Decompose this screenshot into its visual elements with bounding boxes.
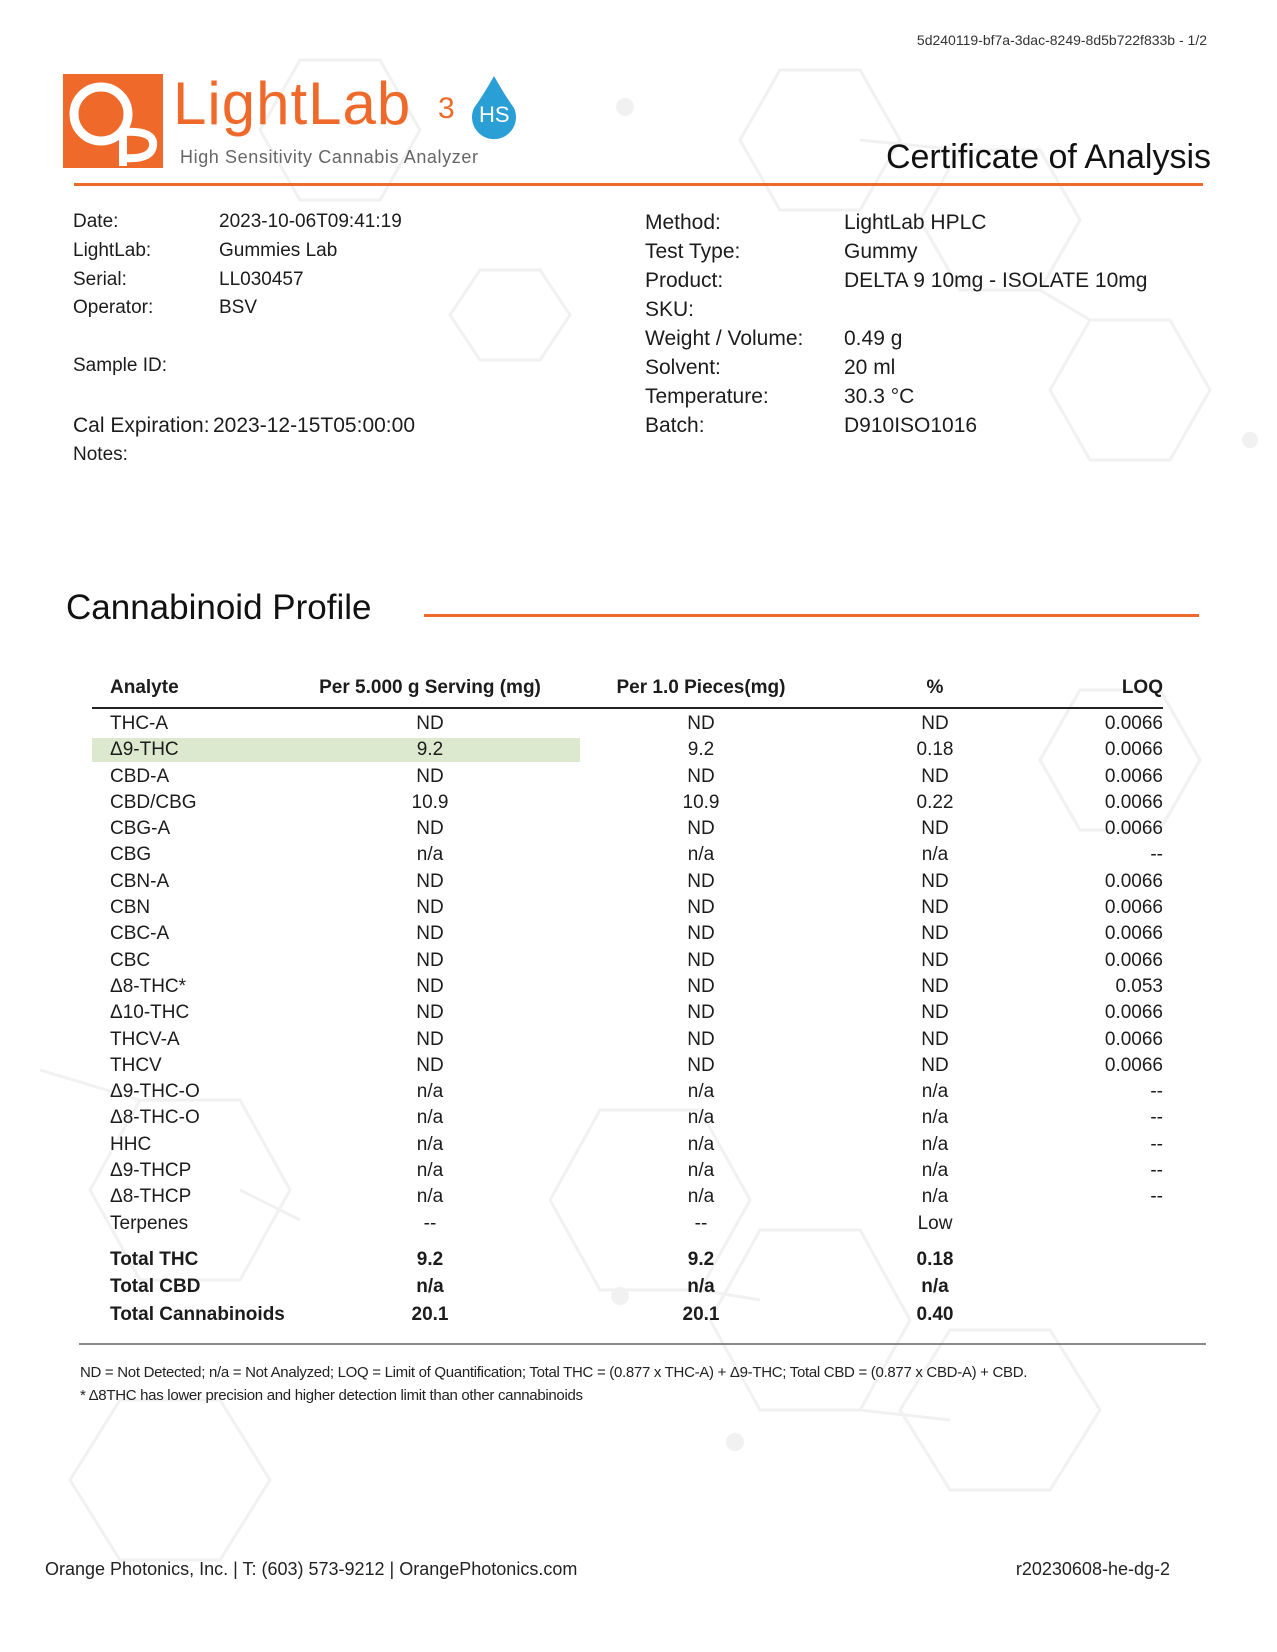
table-row: Δ8-THCP n/a n/a n/a --	[110, 1186, 1163, 1208]
op-logo-icon	[63, 74, 163, 168]
cell-analyte: THC-A	[110, 713, 169, 734]
info-label: Cal Expiration:	[73, 414, 210, 437]
cell-analyte: Δ9-THC-O	[110, 1081, 200, 1103]
cell-analyte: Δ8-THC*	[110, 975, 187, 997]
cell-analyte: CBN-A	[110, 870, 170, 892]
total-row: Total Cannabinoids 20.1 20.1 0.40	[110, 1303, 954, 1325]
section-divider	[424, 614, 1199, 617]
cell-loq: --	[1150, 1081, 1163, 1103]
total-label: Total CBD	[110, 1276, 201, 1298]
table-row: Δ9-THCP n/a n/a n/a --	[110, 1160, 1163, 1182]
footer-revision: r20230608-he-dg-2	[1015, 1559, 1170, 1579]
cell-analyte: CBC-A	[110, 923, 170, 945]
logo-tagline: High Sensitivity Cannabis Analyzer	[180, 147, 479, 167]
cell-loq: --	[1150, 1186, 1163, 1208]
table-row: THC-A ND ND ND 0.0066	[110, 713, 1163, 734]
table-row: CBG n/a n/a n/a --	[110, 844, 1163, 866]
cell-analyte: Δ10-THC	[110, 1002, 190, 1024]
info-value: Gummy	[844, 240, 918, 263]
info-value: 30.3 °C	[844, 385, 915, 408]
cell-analyte: HHC	[110, 1133, 152, 1155]
footer-contact: Orange Photonics, Inc. | T: (603) 573-9212 | OrangePhotonics.com	[45, 1559, 578, 1579]
cell-loq: 0.0066	[1104, 1054, 1163, 1076]
document-id: 5d240119-bf7a-3dac-8249-8d5b722f833b - 1/2	[916, 32, 1207, 48]
cell-loq: 0.0066	[1104, 765, 1163, 787]
cell-analyte: CBG-A	[110, 818, 171, 840]
info-value: D910ISO1016	[844, 414, 978, 437]
cell-loq: 0.0066	[1104, 949, 1163, 971]
info-value: 0.49 g	[844, 327, 903, 350]
table-row: THCV ND ND ND 0.0066	[110, 1054, 1163, 1076]
table-row: CBN ND ND ND 0.0066	[110, 897, 1163, 919]
cell-loq: 0.0066	[1104, 791, 1163, 813]
table-row: Terpenes -- -- Low	[110, 1212, 953, 1234]
cell-loq: 0.0066	[1104, 739, 1163, 761]
cannabinoid-table	[92, 674, 1163, 1329]
table-row: CBG-A ND ND ND 0.0066	[110, 818, 1163, 840]
table-row: CBC-A ND ND ND 0.0066	[110, 923, 1163, 945]
table-row: Δ9-THC-O n/a n/a n/a --	[110, 1081, 1163, 1103]
info-label: Product:	[645, 269, 724, 292]
section-title: Cannabinoid Profile	[66, 588, 372, 627]
info-label: Sample ID:	[73, 355, 167, 376]
table-body	[92, 709, 1163, 1237]
info-label: Weight / Volume:	[645, 327, 804, 350]
header-divider	[74, 183, 1203, 186]
table-row: CBC ND ND ND 0.0066	[110, 949, 1163, 971]
cell-loq: 0.0066	[1104, 1002, 1163, 1024]
cell-loq: 0.0066	[1104, 897, 1163, 919]
header-analyte: Analyte	[110, 677, 179, 698]
table-row: THCV-A ND ND ND 0.0066	[110, 1028, 1163, 1050]
cell-analyte: Δ9-THC	[110, 739, 179, 761]
cell-analyte: Δ9-THCP	[110, 1160, 192, 1182]
footnote-delta8: * Δ8THC has lower precision and higher detection limit than other cannabinoids	[80, 1387, 583, 1404]
total-row: Total CBD n/a n/a n/a	[110, 1276, 949, 1298]
cell-analyte: Terpenes	[110, 1212, 189, 1234]
cell-loq: --	[1150, 1160, 1163, 1182]
cell-loq: 0.0066	[1104, 870, 1163, 892]
table-row: Δ10-THC ND ND ND 0.0066	[110, 1002, 1163, 1024]
cell-analyte: CBD/CBG	[110, 791, 197, 813]
cell-loq: 0.0066	[1104, 818, 1163, 840]
info-label: Serial:	[73, 269, 127, 290]
total-label: Total THC	[110, 1248, 199, 1270]
info-value: LL030457	[219, 269, 304, 290]
info-value: Gummies Lab	[219, 240, 338, 261]
cell-loq: --	[1150, 1107, 1163, 1129]
total-row: Total THC 9.2 9.2 0.18	[110, 1248, 954, 1270]
cell-loq: 0.0066	[1104, 923, 1163, 945]
hs-drop-icon	[468, 74, 520, 140]
cell-analyte: CBN	[110, 897, 151, 919]
cell-loq: --	[1150, 1133, 1163, 1155]
table-row: HHC n/a n/a n/a --	[110, 1133, 1163, 1155]
info-value: 2023-12-15T05:00:00	[213, 414, 415, 437]
table-row: Δ8-THC* ND ND ND 0.053	[110, 975, 1163, 997]
cell-analyte: CBC	[110, 949, 151, 971]
info-label: Solvent:	[645, 356, 721, 379]
cell-loq: 0.0066	[1104, 713, 1163, 734]
table-totals	[92, 1247, 1163, 1330]
table-row: CBN-A ND ND ND 0.0066	[110, 870, 1163, 892]
cell-analyte: THCV	[110, 1054, 162, 1076]
cell-loq: 0.0066	[1104, 1028, 1163, 1050]
footnote-definitions: ND = Not Detected; n/a = Not Analyzed; LOQ = Limit of Quantification; Total THC = (0.877 x THC-A) + Δ9-THC; Total CBD = (0.877 x CBD-A) + CBD.	[80, 1364, 1028, 1381]
sample-info-left	[73, 211, 593, 471]
sample-info-right	[645, 211, 1245, 451]
info-label: Temperature:	[645, 385, 769, 408]
info-value: BSV	[219, 297, 258, 318]
info-value: 2023-10-06T09:41:19	[219, 211, 402, 232]
table-row: CBD/CBG 10.9 10.9 0.22 0.0066	[110, 791, 1163, 813]
footnote-divider	[79, 1343, 1206, 1345]
info-label: Operator:	[73, 297, 154, 318]
info-label: LightLab:	[73, 240, 152, 261]
logo-wordmark: LightLab	[173, 70, 412, 137]
cell-analyte: THCV-A	[110, 1028, 180, 1050]
total-label: Total Cannabinoids	[110, 1303, 285, 1325]
cell-loq: 0.053	[1115, 975, 1163, 997]
info-value: LightLab HPLC	[844, 211, 987, 234]
cell-analyte: CBD-A	[110, 765, 170, 787]
logo-superscript: 3	[438, 92, 455, 125]
hs-badge-label: HS	[479, 102, 510, 127]
info-value: DELTA 9 10mg - ISOLATE 10mg	[844, 269, 1148, 292]
info-label: Test Type:	[645, 240, 741, 263]
info-label: Date:	[73, 211, 119, 232]
info-label: SKU:	[645, 298, 695, 321]
table-row: Δ8-THC-O n/a n/a n/a --	[110, 1107, 1163, 1129]
cell-analyte: CBG	[110, 844, 152, 866]
page-title: Certificate of Analysis	[885, 138, 1211, 176]
table-header: Analyte Per 5.000 g Serving (mg) Per 1.0 Pieces(mg) % LOQ	[92, 674, 1163, 709]
info-label: Notes:	[73, 444, 128, 465]
cell-analyte: Δ8-THC-O	[110, 1107, 200, 1129]
info-label: Batch:	[645, 414, 705, 437]
cell-loq: --	[1150, 844, 1163, 866]
table-row: CBD-A ND ND ND 0.0066	[110, 765, 1163, 787]
header-loq: LOQ	[1121, 677, 1163, 698]
info-label: Method:	[645, 211, 721, 234]
info-value: 20 ml	[844, 356, 896, 379]
table-row: Δ9-THC 9.2 9.2 0.18 0.0066	[92, 737, 1163, 763]
cell-analyte: Δ8-THCP	[110, 1186, 192, 1208]
